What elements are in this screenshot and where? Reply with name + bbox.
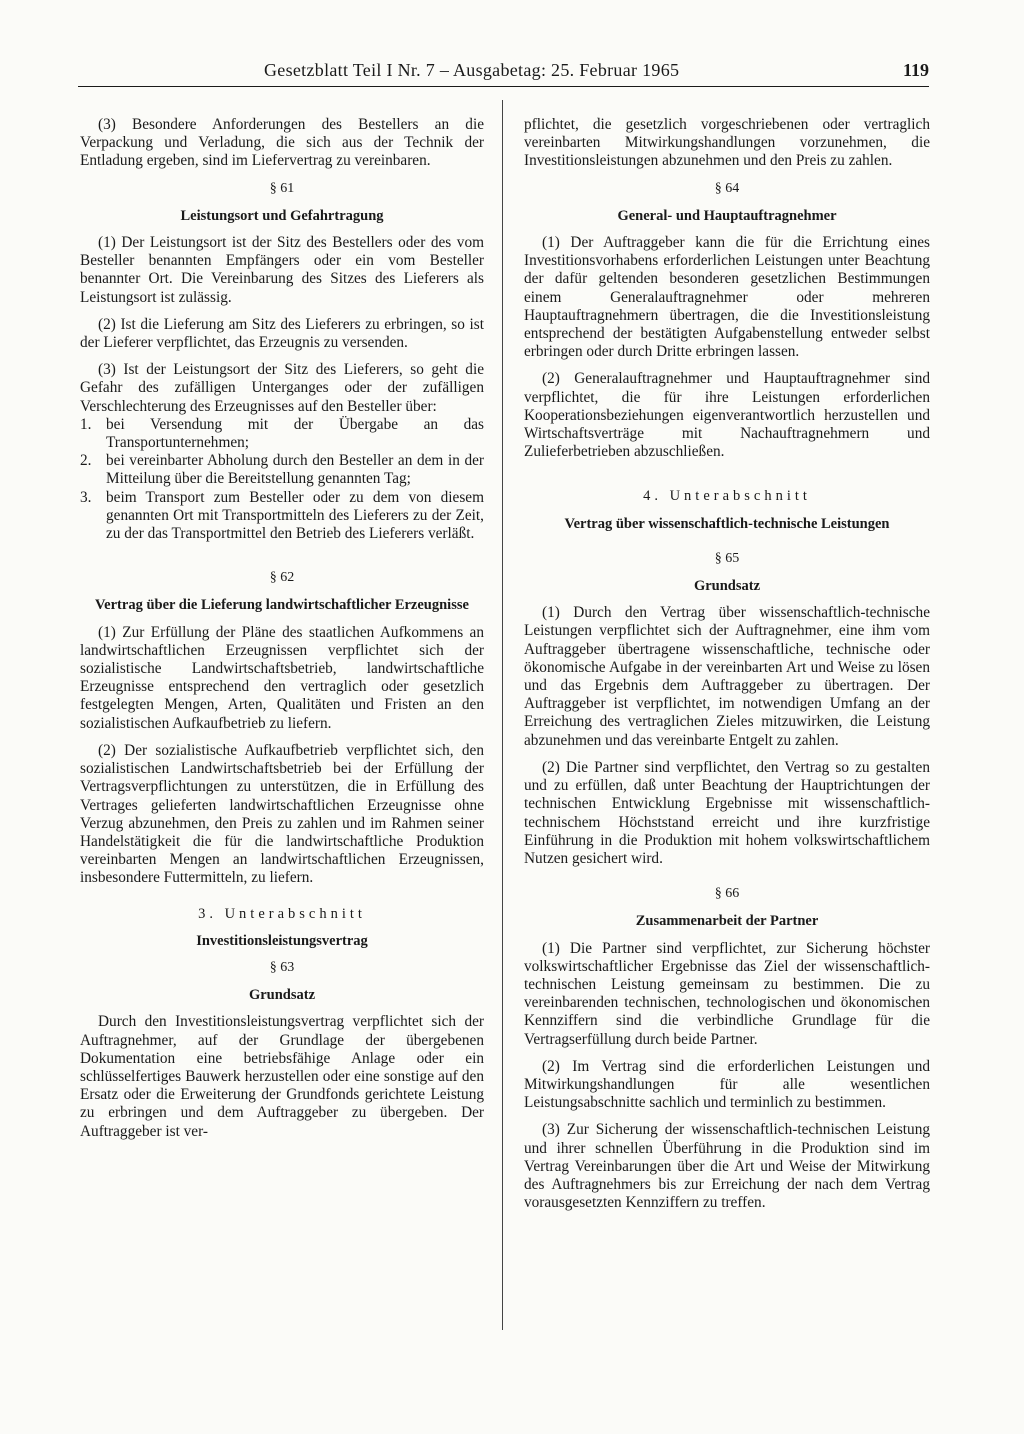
section-64-symbol: § 64 [714, 180, 740, 196]
section-63-continuation: pflichtet, die gesetzlich vorgeschriebenen oder vertraglich vereinbarten Mitwirkungshandlungen vorzunehmen, die Investitionsleistungen abzunehmen und den Preis zu zahlen. [524, 116, 930, 170]
list-item-number: 1. [80, 415, 92, 433]
section-63-title: Grundsatz [248, 987, 316, 1004]
section-66-paragraph-1: (1) Die Partner sind verpflichtet, zur Sicherung höchster volkswirtschaftlicher Ergebnisse das Ziel der wissenschaftlich-technischen Leistung gemeinsam zu bestimmen. Die zu vereinbarenden technischen, technologischen und ökonomischen Kennziffern sind die verbindliche Grundlage für die Vertragserfüllung durch beide Partner. [524, 939, 930, 1048]
list-item-number: 2. [80, 452, 92, 470]
section-61-paragraph-3: (3) Ist der Leistungsort der Sitz des Lieferers, so geht die Gefahr des zufälligen Unterganges oder der zufälligen Verschlechterung des Erzeugnisses auf den Besteller über: [80, 361, 484, 415]
section-63-paragraph-1: Durch den Investitionsleistungsvertrag verpflichtet sich der Auftragnehmer, auf der Grundlage der übergebenen Dokumentation eine betriebsfähige Anlage oder ein schlüsselfertiges Bauwerk herzustellen oder eine sonstige auf den Ersatz oder die Erweiterung der Grundfonds gerichtete Leistung zu erbringen und dem Auftraggeber zu übergeben. Der Auftraggeber ist ver- [80, 1013, 484, 1140]
subsection-4-title: Vertrag über wissenschaftlich-technische Leistungen [564, 515, 890, 532]
list-item-text: bei Versendung mit der Übergabe an das Transportunternehmen; [106, 415, 484, 452]
section-64-title: General- und Hauptauftragnehmer [617, 207, 837, 224]
section-62-title: Vertrag über die Lieferung landwirtschaftlicher Erzeugnisse [95, 597, 469, 614]
subsection-3-title: Investitionsleistungsvertrag [196, 932, 368, 949]
section-61-title: Leistungsort und Gefahrtragung [180, 207, 384, 224]
section-66-title: Zusammenarbeit der Partner [635, 913, 819, 930]
section-61-paragraph-1: (1) Der Leistungsort ist der Sitz des Bestellers oder des vom Besteller benannten Empfängers oder ein vom Besteller benannter Ort. Die Vereinbarung des Sitzes des Lieferers als Leistungsort ist zulässig. [80, 234, 484, 306]
list-item-text: bei vereinbarter Abholung durch den Besteller an dem in der Mitteilung über die Bereitstellung genannten Tag; [106, 452, 484, 488]
paragraph-60-3: (3) Besondere Anforderungen des Bestellers an die Verpackung und Verladung, die sich aus der Technik der Entladung ergeben, sind im Liefervertrag zu vereinbaren. [80, 116, 484, 170]
section-65-paragraph-2: (2) Die Partner sind verpflichtet, den Vertrag so zu gestalten und zu erfüllen, daß unter Beachtung der Hauptrichtungen der technischen Entwicklung Ergebnisse mit wissenschaftlich-technischem Höchststand erreicht und ihre kurzfristige Einführung in die Produktion mit hohem volkswirtschaftlichem Nutzen gesichert wird. [524, 758, 930, 867]
section-63-symbol: § 63 [269, 959, 295, 975]
section-66-symbol: § 66 [714, 886, 740, 902]
page-number: 119 [902, 60, 929, 80]
section-64-paragraph-1: (1) Der Auftraggeber kann die für die Errichtung eines Investitionsvorhabens erforderlichen Leistungen unter Beachtung der dafür geltenden besonderen gesetzlichen Bestimmungen einem Generalauftragnehmer oder mehreren Hauptauftragnehmern übertragen, die die Investitionsleistung entsprechend der bestätigten Aufgabenstellung entweder selbst erbringen oder durch Dritte erbringen lassen. [524, 234, 930, 361]
section-66-paragraph-2: (2) Im Vertrag sind die erforderlichen Leistungen und Mitwirkungshandlungen für alle wesentlichen Leistungsabschnitte sachlich und terminlich zu bestimmen. [524, 1057, 930, 1112]
section-65-paragraph-1: (1) Durch den Vertrag über wissenschaftlich-technische Leistungen verpflichtet sich der Auftragnehmer, eine ihm vom Auftraggeber übertragene wissenschaftliche, technische oder ökonomische Aufgabe in der vereinbarten Art und Weise zu lösen und das Ergebnis dem Auftraggeber zu übertragen. Der Auftraggeber ist verpflichtet, im notwendigen Umfang an der Erreichung des vertraglichen Zieles mitzuwirken, die Leistung abzunehmen und das vereinbarte Entgelt zu zahlen. [524, 604, 930, 749]
list-item-number: 3. [80, 488, 92, 506]
section-65-symbol: § 65 [714, 550, 740, 566]
section-62-paragraph-2: (2) Der sozialistische Aufkaufbetrieb verpflichtet sich, den sozialistischen Landwirtschaftsbetrieb bei der Erfüllung der Vertragsverpflichtungen zu unterstützen, die in Erfüllung des Vertrages gelieferten landwirtschaftlichen Erzeugnisse ohne Verzug abzunehmen, den Preis zu zahlen und im Rahmen seiner Handelstätigkeit die für die landwirtschaftliche Produktion vereinbarten Mengen an landwirtschaftlichen Erzeugnissen, insbesondere Futtermitteln, zu liefern. [80, 741, 484, 887]
section-64-paragraph-2: (2) Generalauftragnehmer und Hauptauftragnehmer sind verpflichtet, die für ihre Leistungen erforderlichen Kooperationsbeziehungen eigenverantwortlich herzustellen und Wirtschaftsverträge mit Nachauftragnehmern und Zulieferbetrieben abzuschließen. [524, 370, 930, 461]
header-title: Gesetzblatt Teil I Nr. 7 – Ausgabetag: 25. Februar 1965 [264, 60, 680, 80]
section-61-symbol: § 61 [269, 180, 295, 196]
page-header [78, 58, 929, 87]
right-column [524, 116, 930, 1212]
section-62-paragraph-1: (1) Zur Erfüllung der Pläne des staatlichen Aufkommens an landwirtschaftlichen Erzeugnissen verpflichtet sich der sozialistische Landwirtschaftsbetrieb, landwirtschaftliche Erzeugnisse entsprechend den vertraglich oder gesetzlich festgelegten Mengen, Arten, Qualitäten und Fristen an den sozialistischen Aufkaufbetrieb zu liefern. [80, 623, 484, 732]
section-61-paragraph-2: (2) Ist die Lieferung am Sitz des Lieferers zu erbringen, so ist der Lieferer verpflichtet, das Erzeugnis zu versenden. [80, 315, 484, 352]
list-item [80, 416, 484, 452]
section-65-title: Grundsatz [693, 578, 761, 595]
subsection-4-label: 4. Unterabschnitt [643, 488, 811, 505]
subsection-3-label: 3. Unterabschnitt [198, 905, 366, 922]
section-62-symbol: § 62 [269, 570, 295, 586]
list-item [80, 452, 484, 488]
list-item [80, 489, 484, 544]
left-column [80, 116, 484, 1141]
column-divider [502, 100, 503, 1330]
section-66-paragraph-3: (3) Zur Sicherung der wissenschaftlich-technischen Leistung und ihrer schnellen Überführung in die Produktion sind im Vertrag Vereinbarungen über die Art und Weise der Mitwirkung des Auftragnehmers bis zur Erreichung der nach dem Vertrag vorausgesetzten Kennziffern zu treffen. [524, 1121, 930, 1212]
list-item-text: beim Transport zum Besteller oder zu dem von diesem genannten Ort mit Transportmitteln des Lieferers zu der Zeit, zu der das Transportmittel den Betrieb des Lieferers verläßt. [106, 488, 484, 543]
